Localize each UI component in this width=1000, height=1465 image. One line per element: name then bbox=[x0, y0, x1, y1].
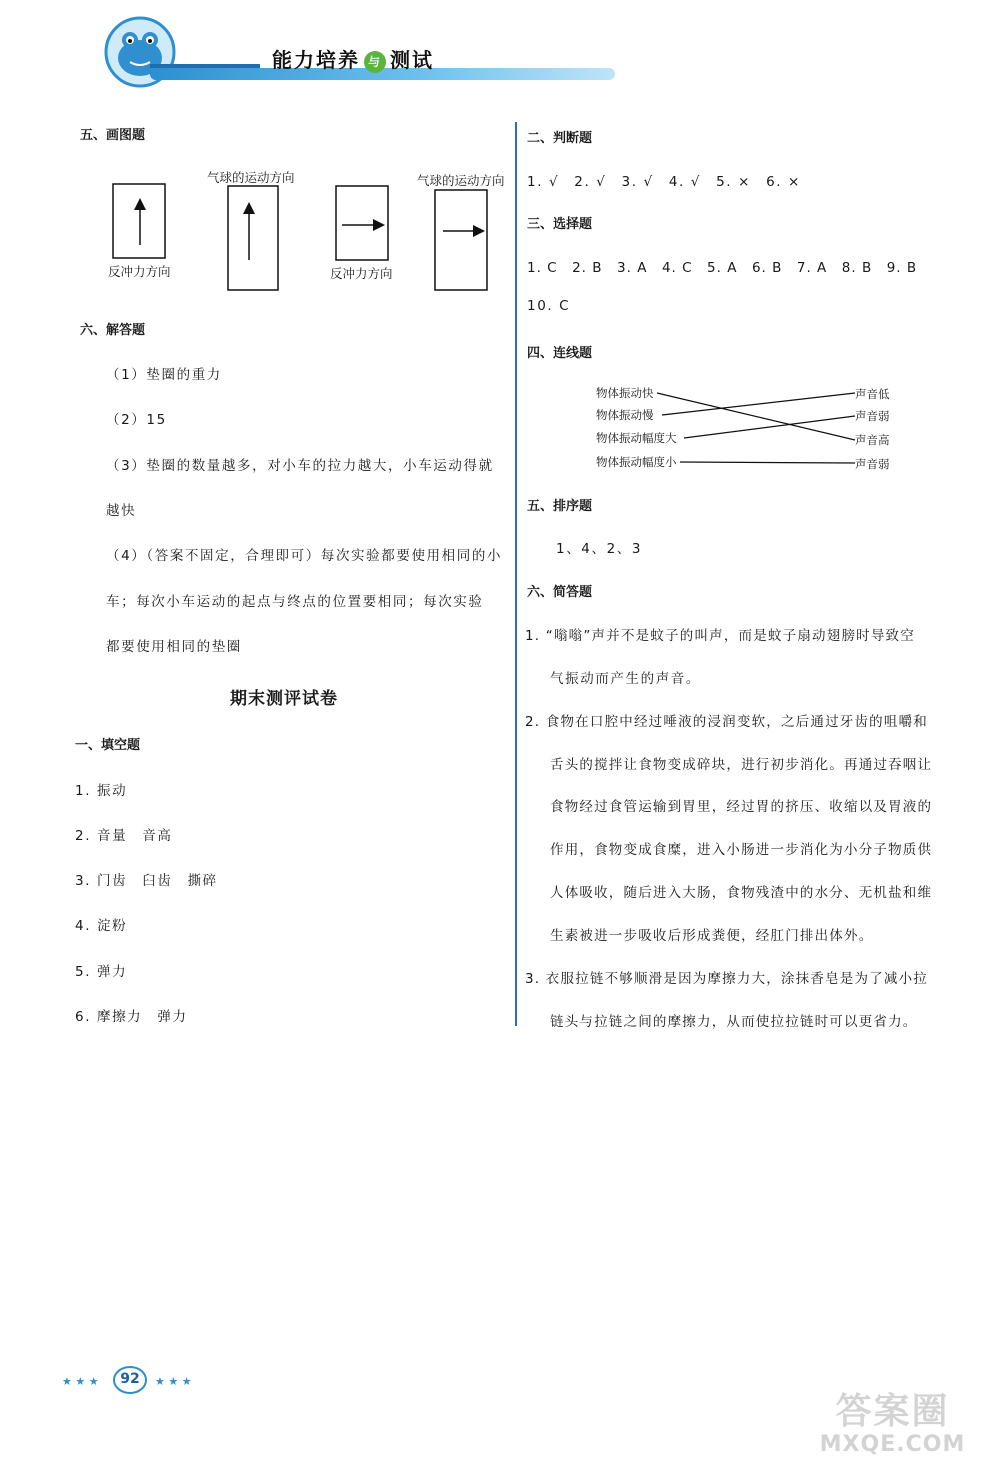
short-q1-line2: 气振动而产生的声音。 bbox=[550, 671, 701, 687]
reaction-box-1 bbox=[113, 184, 165, 258]
match-line bbox=[662, 393, 855, 415]
choice-answers-line2: 10. C bbox=[527, 298, 571, 314]
short-q2-line6: 生素被进一步吸收后形成粪便，经肛门排出体外。 bbox=[550, 928, 874, 944]
fill-item: 1. 振动 bbox=[75, 783, 128, 799]
short-q3-line2: 链头与拉链之间的摩擦力，从而使拉拉链时可以更省力。 bbox=[550, 1014, 918, 1030]
balloon-direction-label-1: 气球的运动方向 bbox=[207, 170, 295, 185]
match-heading: 四、连线题 bbox=[527, 346, 593, 361]
match-left-item: 物体振动幅度小 bbox=[596, 455, 677, 469]
short-heading: 六、简答题 bbox=[527, 585, 593, 600]
watermark-url: MXQE.COM bbox=[819, 1432, 966, 1457]
fill-item: 2. 音量 音高 bbox=[75, 828, 173, 844]
answers-heading: 六、解答题 bbox=[80, 323, 146, 338]
match-lines bbox=[650, 385, 860, 475]
short-q2-line3: 食物经过食管运输到胃里，经过胃的挤压、收缩以及胃液的 bbox=[550, 799, 933, 815]
fill-item: 5. 弹力 bbox=[75, 964, 128, 980]
header-title-connector: 与 bbox=[364, 51, 386, 73]
answer-1: （1）垫圈的重力 bbox=[106, 367, 222, 383]
watermark-title: 答案圈 bbox=[835, 1391, 950, 1432]
answer-3-line2: 越快 bbox=[106, 503, 137, 519]
svg-text:★ ★ ★: ★ ★ ★ bbox=[155, 1375, 192, 1388]
match-left-item: 物体振动幅度大 bbox=[596, 431, 677, 445]
drawing-heading: 五、画图题 bbox=[80, 128, 146, 143]
match-left-item: 物体振动快 bbox=[596, 386, 654, 400]
answer-4-line1: （4）（答案不固定，合理即可）每次实验都要使用相同的小 bbox=[106, 548, 503, 564]
answer-2: （2）15 bbox=[106, 412, 167, 428]
short-q2-line5: 人体吸收，随后进入大肠，食物残渣中的水分、无机盐和维 bbox=[550, 885, 933, 901]
balloon-box-2 bbox=[435, 190, 487, 290]
short-q1-line1: 1. “嗡嗡”声并不是蚊子的叫声，而是蚊子扇动翅膀时导致空 bbox=[525, 628, 915, 644]
judge-answers: 1. √ 2. √ 3. √ 4. √ 5. × 6. × bbox=[527, 174, 801, 190]
fill-item: 4. 淀粉 bbox=[75, 918, 128, 934]
answer-4-line3: 都要使用相同的垫圈 bbox=[106, 639, 242, 655]
match-right-item: 声音低 bbox=[855, 387, 890, 401]
match-left-item: 物体振动慢 bbox=[596, 408, 654, 422]
choice-heading: 三、选择题 bbox=[527, 217, 593, 232]
balloon-box-1 bbox=[228, 186, 278, 290]
fill-item: 3. 门齿 臼齿 撕碎 bbox=[75, 873, 218, 889]
match-right-item: 声音弱 bbox=[855, 409, 890, 423]
match-line bbox=[657, 393, 855, 440]
answer-4-line2: 车；每次小车运动的起点与终点的位置要相同；每次实验 bbox=[106, 594, 484, 610]
match-right-item: 声音弱 bbox=[855, 457, 890, 471]
short-q2-line1: 2. 食物在口腔中经过唾液的浸润变软，之后通过牙齿的咀嚼和 bbox=[525, 714, 928, 730]
match-line bbox=[680, 462, 855, 463]
short-q2-line2: 舌头的搅拌让食物变成碎块，进行初步消化。再通过吞咽让 bbox=[550, 757, 933, 773]
header-title-part2: 测试 bbox=[390, 48, 434, 72]
short-q3-line1: 3. 衣服拉链不够顺滑是因为摩擦力大，涂抹香皂是为了减小拉 bbox=[525, 971, 928, 987]
reaction-direction-label-2: 反冲力方向 bbox=[330, 266, 393, 281]
balloon-direction-label-2: 气球的运动方向 bbox=[417, 173, 505, 188]
answer-3-line1: （3）垫圈的数量越多，对小车的拉力越大，小车运动得就 bbox=[106, 458, 494, 474]
header-title bbox=[272, 44, 434, 73]
judge-heading: 二、判断题 bbox=[527, 131, 593, 146]
svg-text:★ ★ ★: ★ ★ ★ bbox=[62, 1375, 99, 1388]
fill-heading: 一、填空题 bbox=[75, 738, 141, 753]
column-divider bbox=[515, 122, 517, 1026]
reaction-direction-label-1: 反冲力方向 bbox=[108, 264, 171, 279]
match-right-item: 声音高 bbox=[855, 433, 890, 447]
watermark bbox=[800, 1392, 985, 1462]
header-title-part1: 能力培养 bbox=[272, 48, 360, 72]
order-answer: 1、4、2、3 bbox=[556, 541, 643, 557]
order-heading: 五、排序题 bbox=[527, 499, 593, 514]
exam-title: 期末测评试卷 bbox=[230, 689, 338, 709]
reaction-box-2 bbox=[336, 186, 388, 260]
choice-answers-line1: 1. C 2. B 3. A 4. C 5. A 6. B 7. A 8. B 9. B bbox=[527, 260, 918, 276]
short-q2-line4: 作用，食物变成食糜，进入小肠进一步消化为小分子物质供 bbox=[550, 842, 933, 858]
fill-item: 6. 摩擦力 弹力 bbox=[75, 1009, 188, 1025]
page-number: 92 bbox=[120, 1371, 140, 1387]
